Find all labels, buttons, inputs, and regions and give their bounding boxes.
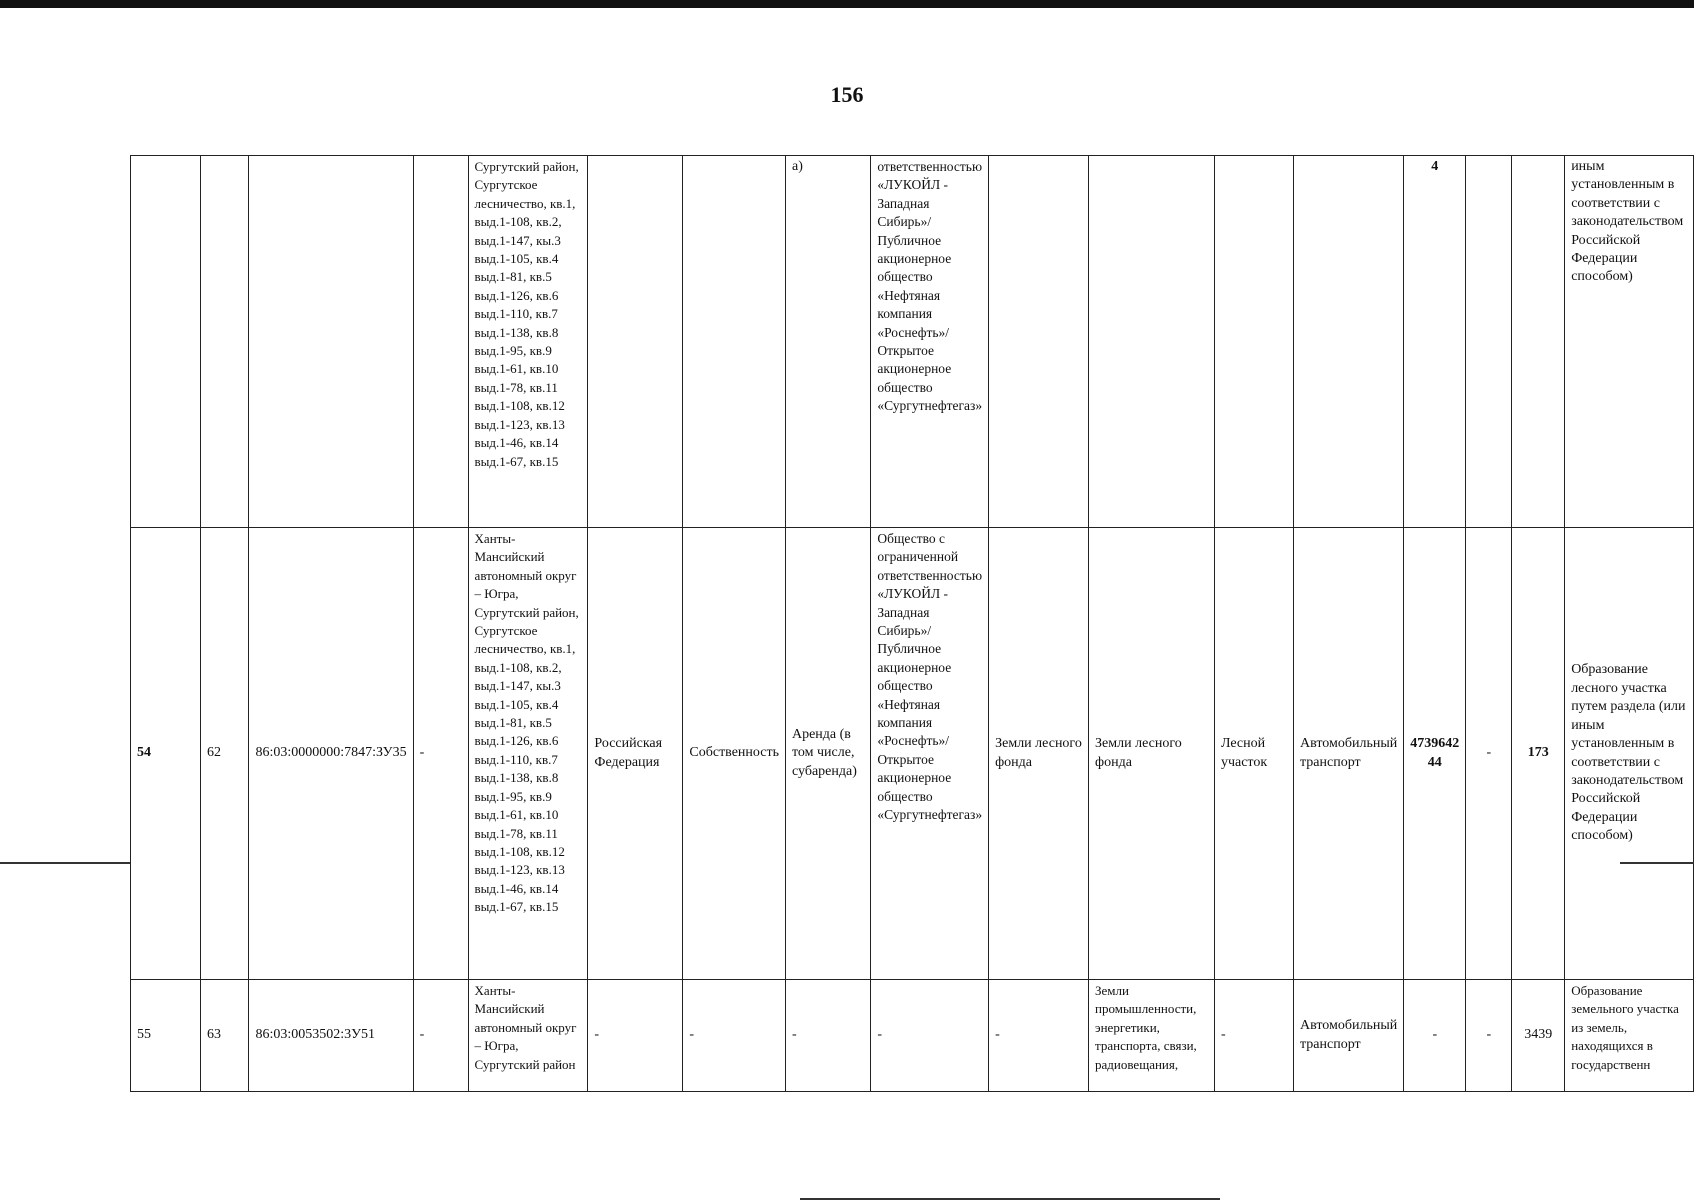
cell-owner: Российская Федерация (588, 528, 683, 980)
cell-plot-type: - (1214, 980, 1293, 1092)
cell-area-formed: 173 (1512, 528, 1565, 980)
scan-margin-rule-right (1620, 862, 1694, 864)
cell-rightholder: Общество с ограниченной ответственностью «ЛУКОЙЛ - Западная Сибирь»/Публичное акционерное общество «Нефтяная компания «Роснефть»/Открытое акционерное общество «Сургутнефтегаз» (871, 528, 989, 980)
cell-row-number: 54 (131, 528, 201, 980)
cell-permitted-use: Земли лесного фонда (1089, 528, 1215, 980)
cell-number: 62 (200, 528, 248, 980)
cell-cadastral-number: 86:03:0000000:7847:ЗУ35 (249, 528, 413, 980)
table-row (131, 156, 1694, 528)
cell-purpose (1294, 156, 1404, 528)
cell-cadastral-number: 86:03:0053502:3У51 (249, 980, 413, 1092)
cell-cadastral-number (249, 156, 413, 528)
cell-land-category: - (989, 980, 1089, 1092)
cell-rightholder: - (871, 980, 989, 1092)
cell-column-4 (413, 156, 468, 528)
table-row (131, 528, 1694, 980)
cell-right-type: Собственность (683, 528, 786, 980)
cell-column-15: - (1466, 528, 1512, 980)
cell-column-15: - (1466, 980, 1512, 1092)
cell-land-category (989, 156, 1089, 528)
cell-column-4: - (413, 528, 468, 980)
cell-plot-type (1214, 156, 1293, 528)
cell-column-15 (1466, 156, 1512, 528)
cell-column-4: - (413, 980, 468, 1092)
cell-area-formed (1512, 156, 1565, 528)
cell-area-existing: 4739642 44 (1404, 528, 1466, 980)
cell-permitted-use: Земли промышленности, энергетики, транспорта, связи, радиовещания, (1089, 980, 1215, 1092)
cell-owner (588, 156, 683, 528)
cell-right-type: - (683, 980, 786, 1092)
page-number: 156 (830, 82, 864, 107)
cell-right-type (683, 156, 786, 528)
land-registry-table (130, 155, 1694, 1092)
scan-margin-rule-left (0, 862, 130, 864)
table-row (131, 980, 1694, 1092)
cell-location: Сургутский район, Сургутское лесничество, кв.1, выд.1-108, кв.2, выд.1-147, кы.3 выд.1-105, кв.4 выд.1-81, кв.5 выд.1-126, кв.6 выд.1-110, кв.7 выд.1-138, кв.8 выд.1-95, кв.9 выд.1-61, кв.10 выд.1-78, кв.11 выд.1-108, кв.12 выд.1-123, кв.13 выд.1-46, кв.14 выд.1-67, кв.15 (468, 156, 588, 528)
cell-number (200, 156, 248, 528)
cell-rightholder: ответственностью «ЛУКОЙЛ - Западная Сибирь»/Публичное акционерное общество «Нефтяная компания «Роснефть»/Открытое акционерное общество «Сургутнефтегаз» (871, 156, 989, 528)
cell-encumbrance: Аренда (в том числе, субаренда) (785, 528, 870, 980)
cell-formation-method: иным установленным в соответствии с законодательством Российской Федерации способом) (1565, 156, 1694, 528)
cell-plot-type: Лесной участок (1214, 528, 1293, 980)
cell-location: Ханты-Мансийский автономный округ – Югра, Сургутский район (468, 980, 588, 1092)
cell-number: 63 (200, 980, 248, 1092)
cell-formation-method: Образование земельного участка из земель, находящихся в государственн (1565, 980, 1694, 1092)
cell-purpose: Автомобильный транспорт (1294, 528, 1404, 980)
cell-area-formed: 3439 (1512, 980, 1565, 1092)
cell-encumbrance: - (785, 980, 870, 1092)
cell-owner: - (588, 980, 683, 1092)
cell-land-category: Земли лесного фонда (989, 528, 1089, 980)
cell-permitted-use (1089, 156, 1215, 528)
cell-location: Ханты-Мансийский автономный округ – Югра, Сургутский район, Сургутское лесничество, кв.1, выд.1-108, кв.2, выд.1-147, кы.3 выд.1-105, кв.4 выд.1-81, кв.5 выд.1-126, кв.6 выд.1-110, кв.7 выд.1-138, кв.8 выд.1-95, кв.9 выд.1-61, кв.10 выд.1-78, кв.11 выд.1-108, кв.12 выд.1-123, кв.13 выд.1-46, кв.14 выд.1-67, кв.15 (468, 528, 588, 980)
cell-area-existing: - (1404, 980, 1466, 1092)
cell-encumbrance: а) (785, 156, 870, 528)
top-edge-bar (0, 0, 1694, 8)
cell-purpose: Автомобильный транспорт (1294, 980, 1404, 1092)
cell-row-number: 55 (131, 980, 201, 1092)
cell-row-number (131, 156, 201, 528)
cell-area-existing: 4 (1404, 156, 1466, 528)
cell-formation-method: Образование лесного участка путем раздела (или иным установленным в соответствии с законодательством Российской Федерации способом) (1565, 528, 1694, 980)
